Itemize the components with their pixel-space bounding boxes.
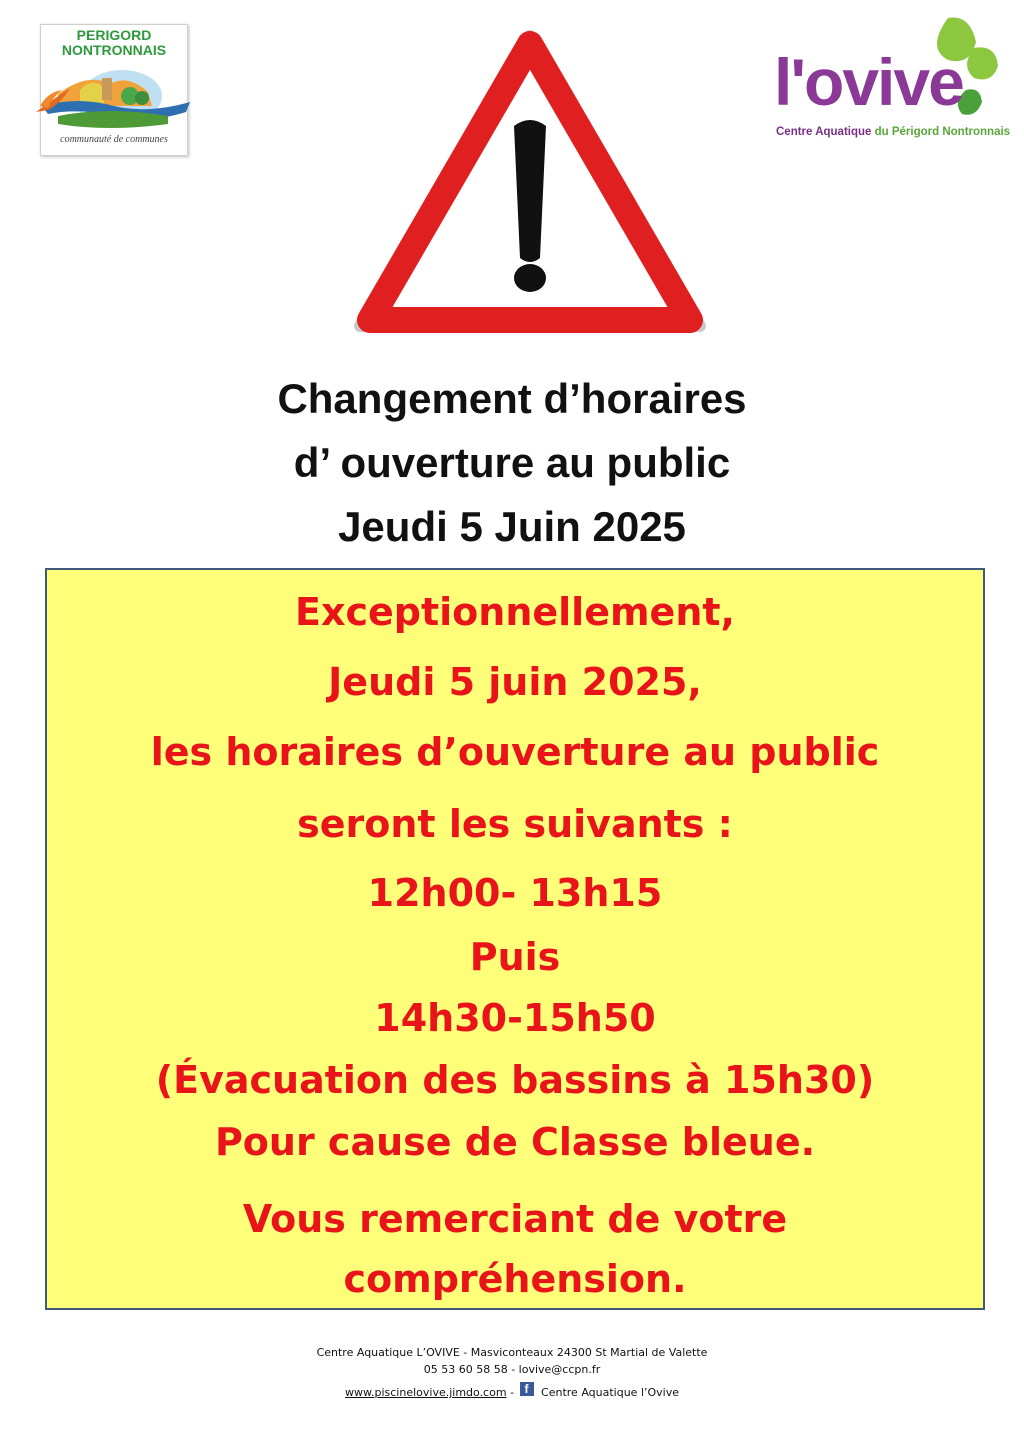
notice-line: Vous remerciant de votre [242,1197,788,1241]
notice-line: 14h30-15h50 [374,996,656,1040]
facebook-page-name[interactable]: Centre Aquatique l’Ovive [541,1386,679,1399]
logo-brand-line2: NONTRONNAIS [61,42,167,58]
notice-line: compréhension. [343,1257,687,1301]
page-title [0,370,1024,562]
notice-line: seront les suivants : [297,802,733,846]
tagline-part1: Centre Aquatique [776,126,875,138]
notice-line: 12h00- 13h15 [367,871,663,915]
lovive-tagline [776,126,1010,138]
notice-line: les horaires d’ouverture au public [150,730,880,774]
notice-line: (Évacuation des bassins à 15h30) [155,1058,875,1102]
title-line2: d’ ouverture au public [293,439,731,486]
notice-box [45,568,985,1310]
title-line1: Changement d’horaires [277,375,747,422]
lovive-wordmark: l'ovive [774,45,963,119]
footer-separator: - [510,1386,515,1399]
logo-brand-text [40,28,188,58]
footer-address: Centre Aquatique L’OVIVE - Masviconteaux 24300 St Martial de Valette [316,1346,708,1359]
notice-line: Pour cause de Classe bleue. [214,1120,816,1164]
logo-brand-line1: PERIGORD [76,27,152,43]
tagline-part2: du Périgord Nontronnais [874,126,1011,138]
landscape-icon [18,66,194,138]
footer [0,1344,1024,1397]
perigord-nontronnais-logo [18,22,194,156]
lovive-logo [770,14,1011,144]
title-line3: Jeudi 5 Juin 2025 [338,503,686,550]
footer-links [0,1382,1024,1401]
facebook-icon[interactable]: f [520,1382,534,1396]
notice-line: Puis [469,935,561,979]
notice-line: Jeudi 5 juin 2025, [328,660,702,704]
footer-contact: 05 53 60 58 58 - lovive@ccpn.fr [423,1363,601,1376]
warning-triangle-icon [350,22,710,340]
notice-line: Exceptionnellement, [295,590,735,634]
website-link[interactable]: www.piscinelovive.jimdo.com [345,1386,507,1399]
logo-subtitle: communauté de communes [60,134,168,145]
